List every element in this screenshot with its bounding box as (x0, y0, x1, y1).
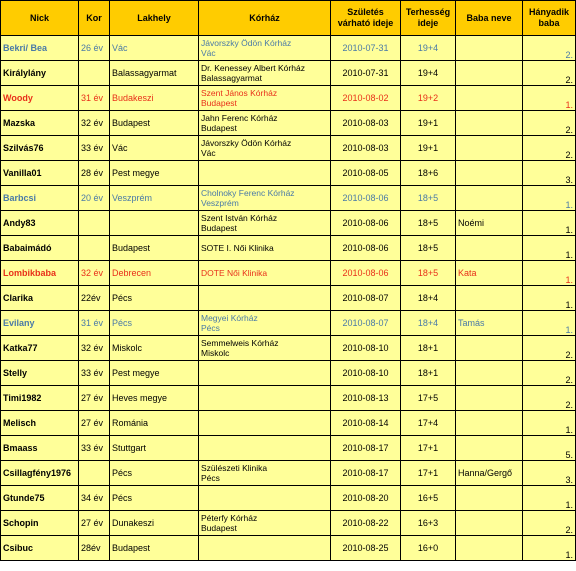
cell-nick: Stelly (1, 361, 79, 386)
cell-korhaz: Szent István Kórház Budapest (199, 211, 331, 236)
cell-nick: Vanilla01 (1, 161, 79, 186)
cell-szules: 2010-07-31 (331, 61, 401, 86)
cell-hanyadik: 2. (523, 386, 576, 411)
cell-korhaz: Cholnoky Ferenc Kórház Veszprém (199, 186, 331, 211)
cell-hanyadik: 1. (523, 536, 576, 561)
cell-baba-neve (456, 86, 523, 111)
cell-szules: 2010-08-17 (331, 436, 401, 461)
cell-nick: Mazska (1, 111, 79, 136)
cell-kor (79, 211, 110, 236)
cell-szules: 2010-08-06 (331, 186, 401, 211)
cell-nick: Melisch (1, 411, 79, 436)
cell-kor: 28év (79, 536, 110, 561)
cell-nick: Lombikbaba (1, 261, 79, 286)
cell-baba-neve (456, 486, 523, 511)
cell-nick: Bmaass (1, 436, 79, 461)
cell-baba-neve (456, 436, 523, 461)
cell-terhesseg: 18+5 (401, 236, 456, 261)
cell-terhesseg: 17+1 (401, 461, 456, 486)
cell-nick: Schopin (1, 511, 79, 536)
cell-szules: 2010-08-06 (331, 211, 401, 236)
cell-lakhely: Vác (110, 36, 199, 61)
cell-kor: 31 év (79, 311, 110, 336)
cell-nick: Katka77 (1, 336, 79, 361)
cell-szules: 2010-08-03 (331, 111, 401, 136)
table-row (1, 536, 576, 561)
table-row (1, 486, 576, 511)
cell-terhesseg: 16+0 (401, 536, 456, 561)
table-row (1, 386, 576, 411)
cell-baba-neve (456, 536, 523, 561)
cell-hanyadik: 1. (523, 411, 576, 436)
cell-lakhely: Heves megye (110, 386, 199, 411)
cell-korhaz (199, 286, 331, 311)
cell-hanyadik: 1. (523, 486, 576, 511)
cell-szules: 2010-08-17 (331, 461, 401, 486)
table-row (1, 336, 576, 361)
cell-szules: 2010-08-22 (331, 511, 401, 536)
header-lakhely: Lakhely (110, 1, 199, 36)
cell-terhesseg: 18+5 (401, 186, 456, 211)
cell-baba-neve (456, 286, 523, 311)
cell-szules: 2010-08-06 (331, 261, 401, 286)
cell-terhesseg: 18+1 (401, 361, 456, 386)
cell-kor: 20 év (79, 186, 110, 211)
table-row (1, 411, 576, 436)
cell-szules: 2010-08-07 (331, 311, 401, 336)
cell-korhaz: Dr. Kenessey Albert Kórház Balassagyarmat (199, 61, 331, 86)
cell-kor: 33 év (79, 136, 110, 161)
cell-szules: 2010-08-02 (331, 86, 401, 111)
cell-korhaz (199, 411, 331, 436)
cell-terhesseg: 16+5 (401, 486, 456, 511)
cell-kor: 27 év (79, 411, 110, 436)
cell-korhaz (199, 486, 331, 511)
cell-lakhely: Dunakeszi (110, 511, 199, 536)
header-baba-neve: Baba neve (456, 1, 523, 36)
cell-lakhely: Veszprém (110, 186, 199, 211)
cell-hanyadik: 3. (523, 461, 576, 486)
table-row (1, 261, 576, 286)
cell-terhesseg: 18+6 (401, 161, 456, 186)
table-row (1, 236, 576, 261)
cell-nick: Timi1982 (1, 386, 79, 411)
cell-terhesseg: 18+5 (401, 211, 456, 236)
cell-kor: 32 év (79, 111, 110, 136)
cell-baba-neve (456, 361, 523, 386)
cell-nick: Szilvás76 (1, 136, 79, 161)
cell-korhaz (199, 436, 331, 461)
table-row (1, 211, 576, 236)
cell-kor: 31 év (79, 86, 110, 111)
table-row (1, 136, 576, 161)
cell-kor: 27 év (79, 511, 110, 536)
cell-korhaz: SOTE I. Női Klinika (199, 236, 331, 261)
cell-kor (79, 461, 110, 486)
cell-korhaz (199, 386, 331, 411)
table-row (1, 361, 576, 386)
header-nick: Nick (1, 1, 79, 36)
table-row (1, 61, 576, 86)
table-row (1, 186, 576, 211)
cell-lakhely: Pécs (110, 461, 199, 486)
cell-nick: Csibuc (1, 536, 79, 561)
cell-lakhely: Pécs (110, 311, 199, 336)
cell-korhaz (199, 536, 331, 561)
cell-lakhely: Debrecen (110, 261, 199, 286)
cell-szules: 2010-07-31 (331, 36, 401, 61)
cell-szules: 2010-08-13 (331, 386, 401, 411)
table-row (1, 86, 576, 111)
header-row (1, 1, 576, 36)
cell-nick: Barbcsi (1, 186, 79, 211)
cell-szules: 2010-08-25 (331, 536, 401, 561)
cell-nick: Evilany (1, 311, 79, 336)
cell-baba-neve: Tamás (456, 311, 523, 336)
cell-hanyadik: 1. (523, 311, 576, 336)
cell-kor: 32 év (79, 261, 110, 286)
cell-korhaz: Jahn Ferenc Kórház Budapest (199, 111, 331, 136)
cell-lakhely: Miskolc (110, 336, 199, 361)
table-row (1, 111, 576, 136)
cell-korhaz: Semmelweis Kórház Miskolc (199, 336, 331, 361)
cell-korhaz: Jávorszky Ödön Kórház Vác (199, 136, 331, 161)
cell-hanyadik: 2. (523, 511, 576, 536)
cell-korhaz: DOTE Női Klinika (199, 261, 331, 286)
cell-lakhely: Budakeszi (110, 86, 199, 111)
cell-hanyadik: 5. (523, 436, 576, 461)
header-szules: Születés várható ideje (331, 1, 401, 36)
table-row (1, 461, 576, 486)
cell-nick: Woody (1, 86, 79, 111)
cell-hanyadik: 2. (523, 36, 576, 61)
cell-hanyadik: 2. (523, 61, 576, 86)
cell-baba-neve: Kata (456, 261, 523, 286)
cell-szules: 2010-08-07 (331, 286, 401, 311)
cell-terhesseg: 18+1 (401, 336, 456, 361)
cell-terhesseg: 17+1 (401, 436, 456, 461)
cell-nick: Csillagfény1976 (1, 461, 79, 486)
cell-nick: Andy83 (1, 211, 79, 236)
cell-hanyadik: 1. (523, 86, 576, 111)
cell-baba-neve (456, 386, 523, 411)
header-kor: Kor (79, 1, 110, 36)
cell-szules: 2010-08-14 (331, 411, 401, 436)
cell-nick: Bekri/ Bea (1, 36, 79, 61)
cell-terhesseg: 18+5 (401, 261, 456, 286)
table-body (1, 36, 576, 561)
table-row (1, 36, 576, 61)
cell-lakhely: Pécs (110, 286, 199, 311)
cell-szules: 2010-08-06 (331, 236, 401, 261)
cell-baba-neve (456, 186, 523, 211)
cell-lakhely: Pest megye (110, 361, 199, 386)
cell-szules: 2010-08-10 (331, 361, 401, 386)
cell-kor: 28 év (79, 161, 110, 186)
cell-kor (79, 236, 110, 261)
cell-lakhely: Budapest (110, 536, 199, 561)
cell-korhaz (199, 161, 331, 186)
cell-lakhely (110, 211, 199, 236)
cell-baba-neve (456, 161, 523, 186)
cell-hanyadik: 1. (523, 286, 576, 311)
cell-terhesseg: 18+4 (401, 286, 456, 311)
cell-terhesseg: 17+5 (401, 386, 456, 411)
table-row (1, 436, 576, 461)
cell-hanyadik: 2. (523, 111, 576, 136)
cell-korhaz: Megyei Kórház Pécs (199, 311, 331, 336)
cell-kor: 26 év (79, 36, 110, 61)
cell-hanyadik: 1. (523, 236, 576, 261)
cell-hanyadik: 2. (523, 361, 576, 386)
header-terhesseg: Terhesség ideje (401, 1, 456, 36)
cell-hanyadik: 1. (523, 211, 576, 236)
cell-szules: 2010-08-05 (331, 161, 401, 186)
table-row (1, 161, 576, 186)
cell-kor: 34 év (79, 486, 110, 511)
cell-korhaz: Szülészeti Klinika Pécs (199, 461, 331, 486)
cell-baba-neve (456, 111, 523, 136)
cell-hanyadik: 2. (523, 336, 576, 361)
cell-lakhely: Vác (110, 136, 199, 161)
cell-lakhely: Pécs (110, 486, 199, 511)
cell-baba-neve (456, 511, 523, 536)
cell-terhesseg: 19+4 (401, 36, 456, 61)
cell-baba-neve (456, 136, 523, 161)
cell-kor: 27 év (79, 386, 110, 411)
cell-baba-neve (456, 236, 523, 261)
cell-lakhely: Stuttgart (110, 436, 199, 461)
cell-lakhely: Budapest (110, 111, 199, 136)
cell-lakhely: Románia (110, 411, 199, 436)
cell-baba-neve (456, 336, 523, 361)
cell-baba-neve (456, 61, 523, 86)
cell-terhesseg: 17+4 (401, 411, 456, 436)
table-row (1, 511, 576, 536)
cell-korhaz: Péterfy Kórház Budapest (199, 511, 331, 536)
cell-korhaz (199, 361, 331, 386)
cell-kor: 22év (79, 286, 110, 311)
cell-hanyadik: 1. (523, 261, 576, 286)
cell-lakhely: Balassagyarmat (110, 61, 199, 86)
cell-baba-neve (456, 36, 523, 61)
cell-nick: Babaimádó (1, 236, 79, 261)
cell-terhesseg: 18+4 (401, 311, 456, 336)
cell-szules: 2010-08-10 (331, 336, 401, 361)
cell-hanyadik: 1. (523, 186, 576, 211)
cell-kor (79, 61, 110, 86)
cell-korhaz: Szent János Kórház Budapest (199, 86, 331, 111)
cell-baba-neve: Noémi (456, 211, 523, 236)
cell-baba-neve (456, 411, 523, 436)
cell-terhesseg: 19+4 (401, 61, 456, 86)
cell-kor: 33 év (79, 436, 110, 461)
header-korhaz: Kórház (199, 1, 331, 36)
cell-szules: 2010-08-20 (331, 486, 401, 511)
cell-lakhely: Pest megye (110, 161, 199, 186)
cell-baba-neve: Hanna/Gergő (456, 461, 523, 486)
cell-szules: 2010-08-03 (331, 136, 401, 161)
cell-nick: Gtunde75 (1, 486, 79, 511)
header-hanyadik: Hányadik baba (523, 1, 576, 36)
cell-hanyadik: 3. (523, 161, 576, 186)
cell-terhesseg: 19+2 (401, 86, 456, 111)
table-row (1, 286, 576, 311)
cell-nick: Királylány (1, 61, 79, 86)
cell-terhesseg: 19+1 (401, 136, 456, 161)
cell-terhesseg: 16+3 (401, 511, 456, 536)
cell-korhaz: Jávorszky Ödön Kórház Vác (199, 36, 331, 61)
cell-nick: Clarika (1, 286, 79, 311)
cell-kor: 33 év (79, 361, 110, 386)
cell-terhesseg: 19+1 (401, 111, 456, 136)
cell-lakhely: Budapest (110, 236, 199, 261)
table-row (1, 311, 576, 336)
cell-hanyadik: 2. (523, 136, 576, 161)
cell-kor: 32 év (79, 336, 110, 361)
